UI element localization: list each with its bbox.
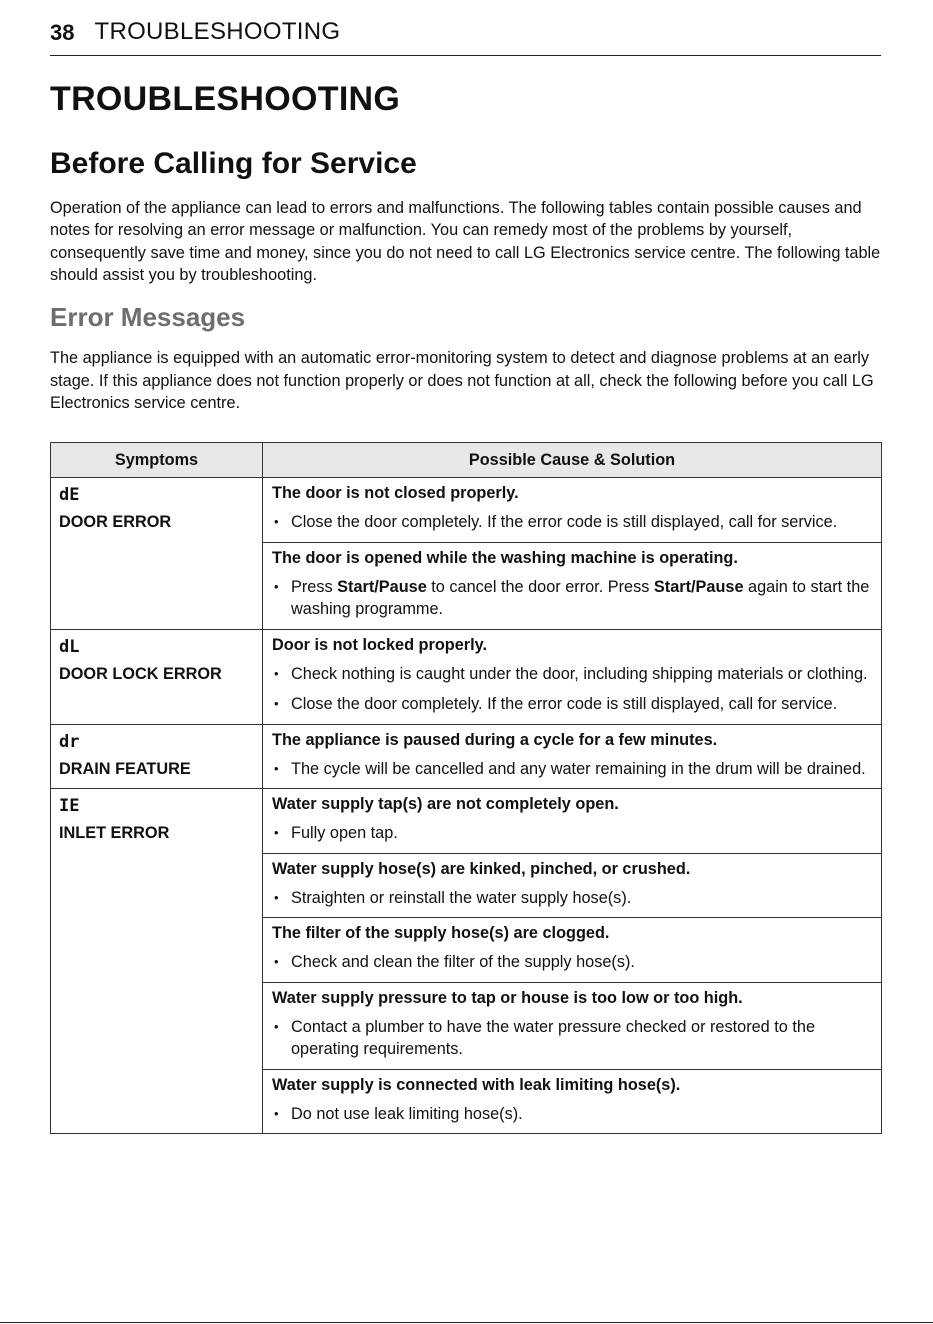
symptom-cell — [51, 629, 263, 724]
solution-item: • Straighten or reinstall the water supply hose(s). — [272, 887, 873, 910]
solution-item: • Close the door completely. If the error code is still displayed, call for service. — [272, 511, 873, 534]
button-reference: Start/Pause — [653, 577, 744, 596]
cause-title: The door is not closed properly. — [272, 484, 519, 502]
table-row — [51, 629, 882, 724]
cause-cell — [263, 724, 882, 789]
solution-item: • Close the door completely. If the error code is still displayed, call for service. — [272, 693, 873, 716]
cause-title: Water supply pressure to tap or house is too low or too high. — [272, 988, 743, 1007]
solution-list — [272, 951, 873, 974]
symptom-name: INLET ERROR — [59, 824, 170, 842]
intro-paragraph: Operation of the appliance can lead to errors and malfunctions. The following tables contain possible causes and notes for resolving an error message or malfunction. You can remedy most of the problems by yourself, consequently save time and money, since you do not need to call LG Electronics service centre. The following table should assist you by troubleshooting. — [50, 199, 881, 284]
table-row — [51, 789, 882, 854]
symptom-cell — [51, 478, 263, 630]
section-title: Error Messages — [50, 302, 246, 332]
page-number: 38 — [50, 20, 75, 45]
symptom-cell — [51, 789, 263, 1134]
table-header-row — [51, 443, 882, 478]
header-symptoms: Symptoms — [51, 443, 263, 478]
solution-list — [272, 758, 873, 781]
cause-title: Water supply tap(s) are not completely open. — [272, 795, 619, 813]
solution-item: • Check and clean the filter of the supply hose(s). — [272, 951, 873, 974]
cause-cell — [263, 918, 882, 983]
page-title: TROUBLESHOOTING — [50, 80, 401, 118]
header-cause-solution: Possible Cause & Solution — [263, 443, 882, 478]
error-code: dL — [59, 636, 80, 657]
error-code: dE — [59, 485, 80, 505]
solution-text: Press — [291, 577, 338, 596]
solution-item: • The cycle will be cancelled and any water remaining in the drum will be drained. — [272, 758, 873, 781]
symptom-cell — [51, 724, 263, 789]
error-code: dr — [59, 731, 80, 752]
solution-list — [272, 1016, 873, 1061]
solution-list — [272, 511, 873, 534]
symptom-name: DRAIN FEATURE — [59, 759, 191, 778]
solution-list — [272, 1103, 873, 1126]
table-body — [51, 478, 882, 1134]
table-row — [51, 478, 882, 543]
cause-title: The filter of the supply hose(s) are clogged. — [272, 924, 610, 942]
cause-title: The door is opened while the washing machine is operating. — [272, 548, 738, 567]
solution-item: • Contact a plumber to have the water pressure checked or restored to the operating requirements. — [272, 1016, 873, 1061]
button-reference: Start/Pause — [337, 577, 427, 596]
solution-list — [272, 887, 873, 910]
symptom-name: DOOR ERROR — [59, 513, 172, 531]
cause-cell — [263, 542, 882, 629]
error-code: IE — [59, 796, 80, 816]
solution-item — [272, 576, 873, 621]
page-subtitle: Before Calling for Service — [50, 147, 417, 180]
cause-cell — [263, 629, 882, 724]
cause-cell — [263, 853, 882, 918]
cause-cell — [263, 789, 882, 854]
solution-list — [272, 822, 873, 845]
solution-text: to cancel the door error. Press — [426, 577, 654, 596]
error-table — [50, 442, 882, 1134]
section-intro-paragraph: The appliance is equipped with an automatic error-monitoring system to detect and diagnose problems at an early stage. If this appliance does not function properly or does not function at all, check the following before you call LG Electronics service centre. — [50, 349, 874, 413]
cause-title: The appliance is paused during a cycle for a few minutes. — [272, 730, 718, 749]
cause-title: Door is not locked properly. — [272, 635, 488, 654]
cause-cell — [263, 478, 882, 543]
solution-list — [272, 576, 873, 621]
cause-title: Water supply is connected with leak limiting hose(s). — [272, 1075, 681, 1094]
table-row — [51, 724, 882, 789]
solution-text: again to start the washing programme. — [291, 577, 870, 618]
solution-item: • Check nothing is caught under the door, including shipping materials or clothing. — [272, 663, 873, 686]
cause-title: Water supply hose(s) are kinked, pinched, or crushed. — [272, 859, 691, 878]
cause-cell — [263, 982, 882, 1069]
symptom-name: DOOR LOCK ERROR — [59, 664, 222, 683]
solution-item: • Do not use leak limiting hose(s). — [272, 1103, 873, 1126]
solution-list — [272, 663, 873, 716]
running-section-title: TROUBLESHOOTING — [94, 18, 341, 45]
running-header — [50, 18, 881, 56]
footer-rule — [0, 1322, 933, 1323]
cause-cell — [263, 1069, 882, 1134]
solution-item: • Fully open tap. — [272, 822, 873, 845]
